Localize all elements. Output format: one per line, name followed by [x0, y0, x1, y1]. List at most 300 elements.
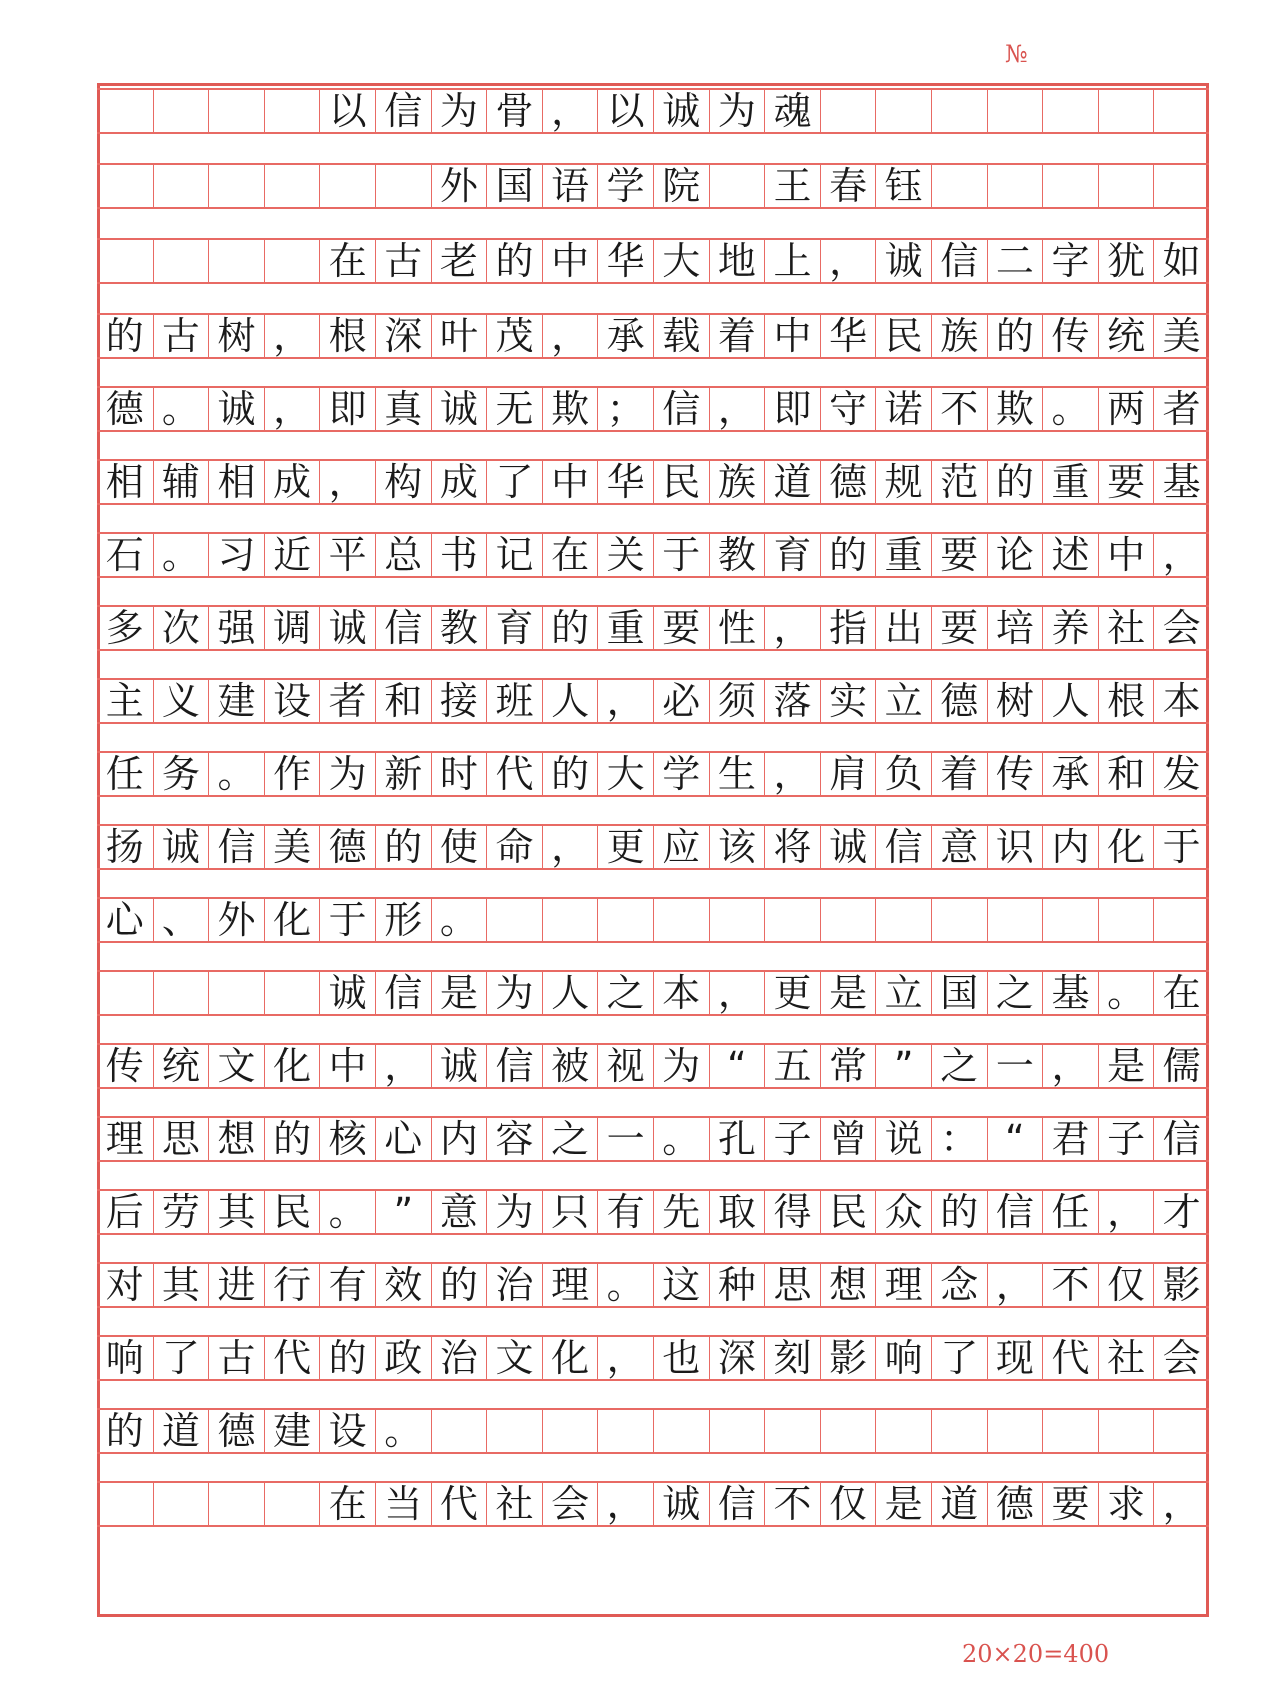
grid-cell: 树 [987, 680, 1043, 722]
grid-cell: 论 [987, 534, 1043, 576]
grid-cell: 核 [319, 1118, 375, 1160]
grid-cell: 诚 [653, 90, 709, 132]
grid-cell: 信 [1153, 1118, 1209, 1160]
grid-cell: 统 [153, 1045, 209, 1087]
grid-cell: 二 [987, 240, 1043, 282]
grid-cell: 该 [709, 826, 765, 868]
grid-cell: 应 [653, 826, 709, 868]
grid-cell: 和 [375, 680, 431, 722]
grid-cell: 信 [653, 388, 709, 430]
grid-cell: 中 [542, 461, 598, 503]
grid-row [97, 678, 1209, 724]
grid-cell: 教 [431, 607, 487, 649]
grid-cell: 古 [153, 315, 209, 357]
grid-cell [1042, 1410, 1098, 1452]
grid-row [97, 1335, 1209, 1381]
grid-cell: 深 [375, 315, 431, 357]
grid-cell: 石 [105, 533, 144, 577]
grid-cell: 之 [542, 1118, 598, 1160]
grid-cell: “ [709, 1045, 765, 1087]
grid-cell: 的 [319, 1337, 375, 1379]
grid-cell: 在 [319, 240, 375, 282]
grid-cell: 班 [486, 680, 542, 722]
grid-cell [153, 165, 209, 207]
grid-cell: 外 [208, 899, 264, 941]
grid-cell: ， [319, 461, 375, 503]
grid-cell: 代 [264, 1337, 320, 1379]
grid-cell: 劳 [153, 1191, 209, 1233]
grid-cell: 美 [1153, 315, 1209, 357]
grid-cell: 视 [597, 1045, 653, 1087]
grid-cell: 诺 [875, 388, 931, 430]
grid-cell [1153, 90, 1209, 132]
grid-cell: 一 [987, 1045, 1043, 1087]
grid-cell: 、 [153, 899, 209, 941]
grid-cell: 肩 [820, 753, 876, 795]
grid-cell: 影 [820, 1337, 876, 1379]
grid-cell: 容 [486, 1118, 542, 1160]
grid-cell: 中 [764, 315, 820, 357]
grid-cell: 学 [597, 165, 653, 207]
grid-cell: 春 [820, 165, 876, 207]
grid-cell: 更 [764, 972, 820, 1014]
grid-cell: 古 [375, 240, 431, 282]
grid-cell: 响 [875, 1337, 931, 1379]
grid-cell: 接 [431, 680, 487, 722]
grid-cell: 出 [875, 607, 931, 649]
grid-cell: 诚 [653, 1483, 709, 1525]
grid-cell: 构 [375, 461, 431, 503]
grid-cell [1098, 1410, 1154, 1452]
grid-cell: ， [542, 315, 598, 357]
grid-cell: 新 [375, 753, 431, 795]
grid-cell [319, 165, 375, 207]
grid-cell: 后 [105, 1190, 144, 1234]
grid-cell: 要 [1042, 1483, 1098, 1525]
grid-cell: 代 [486, 753, 542, 795]
grid-cell [764, 899, 820, 941]
grid-cell: 之 [597, 972, 653, 1014]
grid-cell: 中 [1098, 534, 1154, 576]
grid-cell: 。 [153, 388, 209, 430]
grid-cell: 想 [820, 1264, 876, 1306]
grid-cell: 即 [319, 388, 375, 430]
grid-cell: 民 [875, 315, 931, 357]
grid-cell: 诚 [319, 607, 375, 649]
grid-cell: 承 [597, 315, 653, 357]
grid-cell: 德 [208, 1410, 264, 1452]
grid-cell: ， [264, 388, 320, 430]
grid-cell: 即 [764, 388, 820, 430]
grid-cell: 语 [542, 165, 598, 207]
grid-cell: 道 [764, 461, 820, 503]
grid-cell: 念 [931, 1264, 987, 1306]
grid-cell: 当 [375, 1483, 431, 1525]
grid-cell: 欺 [542, 388, 598, 430]
grid-cell [653, 1410, 709, 1452]
grid-cell: 这 [653, 1264, 709, 1306]
grid-cell: 调 [264, 607, 320, 649]
grid-cell: 记 [486, 534, 542, 576]
grid-cell [875, 899, 931, 941]
grid-cell: 为 [431, 90, 487, 132]
grid-cell: 华 [597, 461, 653, 503]
grid-cell: 性 [709, 607, 765, 649]
grid-cell [709, 1410, 765, 1452]
grid-cell: 君 [1042, 1118, 1098, 1160]
grid-cell: 不 [931, 388, 987, 430]
grid-cell: 古 [208, 1337, 264, 1379]
grid-cell: 主 [105, 679, 144, 723]
grid-cell: 代 [431, 1483, 487, 1525]
grid-cell: 是 [820, 972, 876, 1014]
grid-cell: ” [375, 1191, 431, 1233]
grid-cell [208, 240, 264, 282]
grid-cell: ， [764, 753, 820, 795]
grid-cell: 要 [1098, 461, 1154, 503]
grid-cell: 诚 [875, 240, 931, 282]
grid-cell: 现 [987, 1337, 1043, 1379]
grid-cell: 书 [431, 534, 487, 576]
grid-cell [875, 90, 931, 132]
grid-cell: 义 [153, 680, 209, 722]
grid-cell: 着 [709, 315, 765, 357]
grid-cell: 的 [375, 826, 431, 868]
grid-cell: 。 [319, 1191, 375, 1233]
grid-cell [764, 1410, 820, 1452]
grid-cell: 强 [208, 607, 264, 649]
grid-cell: 道 [153, 1410, 209, 1452]
grid-cell [987, 1410, 1043, 1452]
grid-cell: 老 [431, 240, 487, 282]
grid-cell: 立 [875, 972, 931, 1014]
grid-cell: 也 [653, 1337, 709, 1379]
grid-cell [431, 1410, 487, 1452]
grid-cell: 理 [105, 1117, 144, 1161]
grid-cell: 一 [597, 1118, 653, 1160]
grid-cell: 重 [875, 534, 931, 576]
grid-cell: 人 [542, 680, 598, 722]
grid-cell: 总 [375, 534, 431, 576]
grid-row [97, 751, 1209, 797]
grid-cell: 多 [105, 606, 144, 650]
grid-cell: 扬 [105, 825, 144, 869]
grid-cell: 要 [653, 607, 709, 649]
grid-cell: 有 [597, 1191, 653, 1233]
grid-cell [97, 972, 153, 1014]
grid-cell [1042, 90, 1098, 132]
grid-cell: 在 [1153, 972, 1209, 1014]
grid-cell: 如 [1153, 240, 1209, 282]
grid-cell: 民 [264, 1191, 320, 1233]
grid-cell [1153, 165, 1209, 207]
grid-cell: 以 [319, 90, 375, 132]
grid-cell: 于 [1153, 826, 1209, 868]
grid-cell: 诚 [208, 388, 264, 430]
grid-cell: ” [875, 1045, 931, 1087]
grid-cell [1042, 899, 1098, 941]
grid-cell: 基 [1042, 972, 1098, 1014]
grid-cell: 。 [431, 899, 487, 941]
grid-cell: 的 [931, 1191, 987, 1233]
grid-cell: 响 [105, 1336, 144, 1380]
grid-cell [597, 1410, 653, 1452]
grid-cell: 规 [875, 461, 931, 503]
grid-cell: 族 [931, 315, 987, 357]
grid-cell: 和 [1098, 753, 1154, 795]
grid-cell: 诚 [820, 826, 876, 868]
grid-cell: 传 [1042, 315, 1098, 357]
grid-cell: 。 [597, 1264, 653, 1306]
grid-cell: 化 [264, 1045, 320, 1087]
grid-cell [264, 972, 320, 1014]
grid-cell: 。 [653, 1118, 709, 1160]
grid-cell: 的 [486, 240, 542, 282]
grid-cell: ， [597, 1483, 653, 1525]
grid-cell: 务 [153, 753, 209, 795]
grid-cell: ， [709, 388, 765, 430]
grid-cell: 五 [764, 1045, 820, 1087]
grid-row [97, 897, 1209, 943]
grid-cell: 重 [597, 607, 653, 649]
grid-cell: 得 [764, 1191, 820, 1233]
grid-cell: 不 [1042, 1264, 1098, 1306]
grid-cell: 理 [542, 1264, 598, 1306]
grid-cell: 骨 [486, 90, 542, 132]
grid-cell [153, 240, 209, 282]
grid-cell: 有 [319, 1264, 375, 1306]
grid-cell: 被 [542, 1045, 598, 1087]
grid-cell [153, 1483, 209, 1525]
page-number-label: № [1005, 40, 1028, 68]
grid-size-label: 20×20=400 [962, 1640, 1110, 1668]
grid-cell: 信 [375, 90, 431, 132]
grid-cell [97, 165, 153, 207]
grid-cell: ， [709, 972, 765, 1014]
grid-cell: 守 [820, 388, 876, 430]
grid-cell [987, 165, 1043, 207]
grid-cell: ， [820, 240, 876, 282]
grid-cell: 重 [1042, 461, 1098, 503]
grid-cell: 载 [653, 315, 709, 357]
grid-row [97, 605, 1209, 651]
grid-cell: 习 [208, 534, 264, 576]
grid-row [97, 1262, 1209, 1308]
grid-cell: 仅 [1098, 1264, 1154, 1306]
grid-cell: 仅 [820, 1483, 876, 1525]
grid-cell: 了 [931, 1337, 987, 1379]
grid-cell: 诚 [319, 972, 375, 1014]
grid-cell [375, 165, 431, 207]
grid-cell: 育 [764, 534, 820, 576]
grid-cell: 子 [1098, 1118, 1154, 1160]
grid-cell: 于 [653, 534, 709, 576]
grid-cell: 平 [319, 534, 375, 576]
grid-cell: 作 [264, 753, 320, 795]
grid-cell: 其 [153, 1264, 209, 1306]
grid-cell: 者 [319, 680, 375, 722]
grid-cell [1153, 1410, 1209, 1452]
grid-cell: 相 [105, 460, 144, 504]
grid-cell: 诚 [153, 826, 209, 868]
grid-cell: 众 [875, 1191, 931, 1233]
grid-cell: 内 [431, 1118, 487, 1160]
grid-cell: 。 [153, 534, 209, 576]
grid-cell: 必 [653, 680, 709, 722]
grid-cell: 只 [542, 1191, 598, 1233]
grid-cell: 时 [431, 753, 487, 795]
grid-cell: 魂 [764, 90, 820, 132]
grid-cell: 以 [597, 90, 653, 132]
grid-cell: 在 [542, 534, 598, 576]
grid-cell: 教 [709, 534, 765, 576]
grid-cell: ， [764, 607, 820, 649]
grid-cell [1153, 899, 1209, 941]
grid-cell: 化 [264, 899, 320, 941]
grid-cell: 传 [987, 753, 1043, 795]
grid-cell [820, 1410, 876, 1452]
grid-cell: 王 [764, 165, 820, 207]
grid-cell: 了 [486, 461, 542, 503]
grid-cell: 。 [1098, 972, 1154, 1014]
grid-cell [1098, 165, 1154, 207]
grid-cell: ； [597, 388, 653, 430]
grid-cell [709, 899, 765, 941]
grid-cell: 是 [1098, 1045, 1154, 1087]
grid-cell: 种 [709, 1264, 765, 1306]
grid-cell [208, 90, 264, 132]
grid-cell: 范 [931, 461, 987, 503]
grid-cell: 儒 [1153, 1045, 1209, 1087]
grid-cell: 信 [987, 1191, 1043, 1233]
grid-cell: 辅 [153, 461, 209, 503]
grid-cell: 。 [208, 753, 264, 795]
grid-cell: 的 [105, 1409, 144, 1453]
grid-row [97, 970, 1209, 1016]
grid-cell: 叶 [431, 315, 487, 357]
grid-row [97, 386, 1209, 432]
grid-cell: 建 [264, 1410, 320, 1452]
grid-cell [597, 899, 653, 941]
grid-cell: 树 [208, 315, 264, 357]
grid-cell: 国 [931, 972, 987, 1014]
grid-cell: ， [542, 90, 598, 132]
grid-cell: ， [597, 680, 653, 722]
grid-cell: 信 [486, 1045, 542, 1087]
grid-cell: 使 [431, 826, 487, 868]
grid-cell [931, 165, 987, 207]
grid-cell: 学 [653, 753, 709, 795]
grid-cell [486, 899, 542, 941]
grid-cell [1042, 165, 1098, 207]
grid-cell: 中 [319, 1045, 375, 1087]
grid-cell: 治 [431, 1337, 487, 1379]
grid-cell: ， [375, 1045, 431, 1087]
grid-cell: 的 [542, 607, 598, 649]
grid-cell: 其 [208, 1191, 264, 1233]
grid-cell: 之 [931, 1045, 987, 1087]
grid-cell: 心 [105, 898, 144, 942]
grid-cell: 说 [875, 1118, 931, 1160]
grid-cell: 的 [987, 315, 1043, 357]
grid-row [97, 532, 1209, 578]
grid-row [97, 238, 1209, 284]
grid-cell: 立 [875, 680, 931, 722]
grid-cell: 民 [653, 461, 709, 503]
grid-cell: 心 [375, 1118, 431, 1160]
grid-row [97, 88, 1209, 134]
grid-cell: 内 [1042, 826, 1098, 868]
grid-cell: “ [987, 1118, 1043, 1160]
grid-cell: ： [931, 1118, 987, 1160]
grid-cell: 将 [764, 826, 820, 868]
grid-cell: 德 [820, 461, 876, 503]
grid-cell: 实 [820, 680, 876, 722]
grid-cell: 文 [208, 1045, 264, 1087]
grid-cell [542, 899, 598, 941]
grid-row [97, 313, 1209, 359]
grid-cell [264, 165, 320, 207]
grid-cell: 信 [931, 240, 987, 282]
grid-cell: 会 [542, 1483, 598, 1525]
grid-cell: 社 [1098, 1337, 1154, 1379]
grid-cell: 成 [431, 461, 487, 503]
grid-cell: 述 [1042, 534, 1098, 576]
grid-cell: 着 [931, 753, 987, 795]
grid-cell: 在 [319, 1483, 375, 1525]
grid-cell: 培 [987, 607, 1043, 649]
grid-cell: 真 [375, 388, 431, 430]
grid-cell: 为 [653, 1045, 709, 1087]
grid-cell: 信 [875, 826, 931, 868]
grid-cell: 治 [486, 1264, 542, 1306]
grid-cell: 犹 [1098, 240, 1154, 282]
grid-cell: 设 [319, 1410, 375, 1452]
grid-cell: 信 [709, 1483, 765, 1525]
grid-cell [208, 972, 264, 1014]
grid-row [97, 459, 1209, 505]
grid-cell: 基 [1153, 461, 1209, 503]
grid-cell [1098, 899, 1154, 941]
grid-cell: 人 [1042, 680, 1098, 722]
grid-cell: 中 [542, 240, 598, 282]
grid-cell: 为 [486, 972, 542, 1014]
grid-cell: 求 [1098, 1483, 1154, 1525]
grid-cell: 命 [486, 826, 542, 868]
grid-cell [931, 899, 987, 941]
grid-cell [875, 1410, 931, 1452]
grid-cell [931, 90, 987, 132]
grid-cell: 想 [208, 1118, 264, 1160]
grid-cell [153, 90, 209, 132]
grid-cell: 的 [431, 1264, 487, 1306]
grid-cell: 取 [709, 1191, 765, 1233]
grid-cell: 相 [208, 461, 264, 503]
grid-cell: 是 [875, 1483, 931, 1525]
grid-cell: 会 [1153, 1337, 1209, 1379]
grid-cell [820, 899, 876, 941]
grid-cell: 诚 [431, 1045, 487, 1087]
grid-cell: 近 [264, 534, 320, 576]
grid-cell: 信 [375, 607, 431, 649]
grid-cell: 关 [597, 534, 653, 576]
grid-cell: 华 [820, 315, 876, 357]
grid-cell: 孔 [709, 1118, 765, 1160]
grid-cell: 生 [709, 753, 765, 795]
grid-row [97, 1481, 1209, 1527]
grid-cell: 外 [431, 165, 487, 207]
grid-cell: 德 [931, 680, 987, 722]
